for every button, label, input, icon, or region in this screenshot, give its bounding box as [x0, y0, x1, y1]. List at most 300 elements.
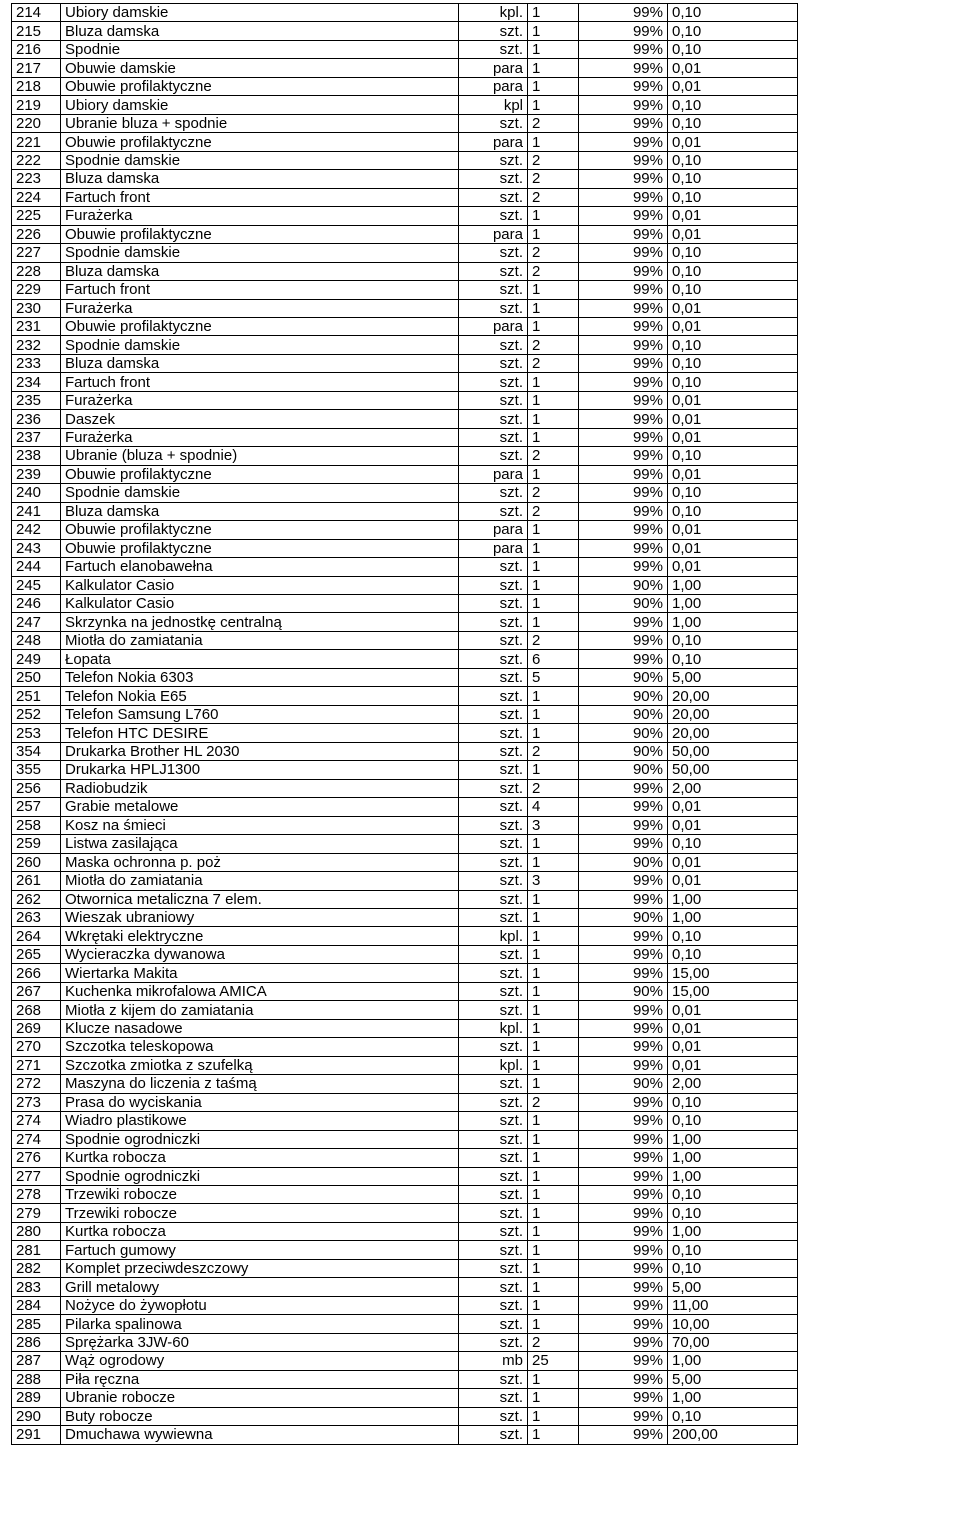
- item-name-cell: Spodnie damskie: [61, 151, 459, 169]
- item-name-cell: Obuwie profilaktyczne: [61, 133, 459, 151]
- table-row: [12, 908, 798, 926]
- value-cell: 0,10: [668, 336, 798, 354]
- item-name-cell: Spodnie ogrodniczki: [61, 1167, 459, 1185]
- quantity-cell: 2: [528, 779, 579, 797]
- table-row: [12, 705, 798, 723]
- quantity-cell: 1: [528, 687, 579, 705]
- unit-cell: kpl.: [459, 1019, 528, 1037]
- percent-cell: 99%: [579, 1186, 668, 1204]
- unit-cell: szt.: [459, 1407, 528, 1425]
- percent-cell: 99%: [579, 1278, 668, 1296]
- item-number-cell: 263: [12, 908, 61, 926]
- table-row: [12, 687, 798, 705]
- item-number-cell: 224: [12, 188, 61, 206]
- quantity-cell: 1: [528, 1112, 579, 1130]
- table-row: [12, 1075, 798, 1093]
- item-name-cell: Radiobudzik: [61, 779, 459, 797]
- item-number-cell: 274: [12, 1130, 61, 1148]
- value-cell: 0,10: [668, 151, 798, 169]
- item-name-cell: Furażerka: [61, 428, 459, 446]
- value-cell: 2,00: [668, 779, 798, 797]
- quantity-cell: 2: [528, 244, 579, 262]
- unit-cell: mb: [459, 1352, 528, 1370]
- item-number-cell: 250: [12, 668, 61, 686]
- quantity-cell: 1: [528, 410, 579, 428]
- percent-cell: 99%: [579, 502, 668, 520]
- percent-cell: 99%: [579, 650, 668, 668]
- item-number-cell: 282: [12, 1259, 61, 1277]
- unit-cell: szt.: [459, 1259, 528, 1277]
- quantity-cell: 1: [528, 207, 579, 225]
- item-number-cell: 232: [12, 336, 61, 354]
- quantity-cell: 1: [528, 964, 579, 982]
- unit-cell: szt.: [459, 1426, 528, 1444]
- item-number-cell: 290: [12, 1407, 61, 1425]
- unit-cell: szt.: [459, 964, 528, 982]
- table-row: [12, 1056, 798, 1074]
- unit-cell: para: [459, 521, 528, 539]
- percent-cell: 90%: [579, 705, 668, 723]
- table-row: [12, 1186, 798, 1204]
- item-number-cell: 228: [12, 262, 61, 280]
- value-cell: 0,10: [668, 22, 798, 40]
- table-row: [12, 410, 798, 428]
- item-number-cell: 245: [12, 576, 61, 594]
- value-cell: 0,01: [668, 816, 798, 834]
- unit-cell: para: [459, 465, 528, 483]
- item-name-cell: Ubranie bluza + spodnie: [61, 114, 459, 132]
- percent-cell: 99%: [579, 521, 668, 539]
- quantity-cell: 1: [528, 1186, 579, 1204]
- item-name-cell: Dmuchawa wywiewna: [61, 1426, 459, 1444]
- value-cell: 0,10: [668, 4, 798, 22]
- item-number-cell: 261: [12, 872, 61, 890]
- percent-cell: 99%: [579, 133, 668, 151]
- item-name-cell: Kurtka robocza: [61, 1222, 459, 1240]
- item-name-cell: Grill metalowy: [61, 1278, 459, 1296]
- item-number-cell: 259: [12, 835, 61, 853]
- unit-cell: szt.: [459, 244, 528, 262]
- item-number-cell: 218: [12, 77, 61, 95]
- value-cell: 0,01: [668, 558, 798, 576]
- value-cell: 0,10: [668, 1093, 798, 1111]
- value-cell: 0,01: [668, 853, 798, 871]
- value-cell: 2,00: [668, 1075, 798, 1093]
- unit-cell: szt.: [459, 890, 528, 908]
- percent-cell: 99%: [579, 558, 668, 576]
- table-row: [12, 595, 798, 613]
- unit-cell: para: [459, 59, 528, 77]
- percent-cell: 99%: [579, 1001, 668, 1019]
- value-cell: 70,00: [668, 1333, 798, 1351]
- value-cell: 0,01: [668, 1038, 798, 1056]
- value-cell: 0,10: [668, 96, 798, 114]
- unit-cell: szt.: [459, 742, 528, 760]
- unit-cell: szt.: [459, 151, 528, 169]
- item-name-cell: Wkrętaki elektryczne: [61, 927, 459, 945]
- unit-cell: para: [459, 133, 528, 151]
- value-cell: 0,01: [668, 1056, 798, 1074]
- item-name-cell: Drukarka Brother HL 2030: [61, 742, 459, 760]
- unit-cell: szt.: [459, 1075, 528, 1093]
- value-cell: 0,10: [668, 484, 798, 502]
- table-row: [12, 1093, 798, 1111]
- percent-cell: 99%: [579, 354, 668, 372]
- item-name-cell: Klucze nasadowe: [61, 1019, 459, 1037]
- table-row: [12, 281, 798, 299]
- item-number-cell: 234: [12, 373, 61, 391]
- item-name-cell: Miotła do zamiatania: [61, 631, 459, 649]
- quantity-cell: 1: [528, 22, 579, 40]
- quantity-cell: 1: [528, 225, 579, 243]
- table-row: [12, 1167, 798, 1185]
- unit-cell: szt.: [459, 576, 528, 594]
- unit-cell: szt.: [459, 705, 528, 723]
- item-number-cell: 276: [12, 1149, 61, 1167]
- item-name-cell: Kosz na śmieci: [61, 816, 459, 834]
- quantity-cell: 2: [528, 170, 579, 188]
- unit-cell: szt.: [459, 114, 528, 132]
- unit-cell: szt.: [459, 391, 528, 409]
- percent-cell: 99%: [579, 317, 668, 335]
- unit-cell: szt.: [459, 779, 528, 797]
- item-number-cell: 273: [12, 1093, 61, 1111]
- value-cell: 1,00: [668, 1167, 798, 1185]
- quantity-cell: 1: [528, 1259, 579, 1277]
- item-name-cell: Wiertarka Makita: [61, 964, 459, 982]
- table-row: [12, 96, 798, 114]
- item-name-cell: Listwa zasilająca: [61, 835, 459, 853]
- value-cell: 1,00: [668, 908, 798, 926]
- percent-cell: 99%: [579, 1038, 668, 1056]
- item-number-cell: 287: [12, 1352, 61, 1370]
- unit-cell: szt.: [459, 945, 528, 963]
- value-cell: 0,10: [668, 1241, 798, 1259]
- value-cell: 0,01: [668, 225, 798, 243]
- item-name-cell: Furażerka: [61, 207, 459, 225]
- quantity-cell: 1: [528, 299, 579, 317]
- quantity-cell: 1: [528, 1149, 579, 1167]
- percent-cell: 99%: [579, 1333, 668, 1351]
- percent-cell: 99%: [579, 114, 668, 132]
- quantity-cell: 1: [528, 1315, 579, 1333]
- item-number-cell: 249: [12, 650, 61, 668]
- percent-cell: 99%: [579, 428, 668, 446]
- table-row: [12, 244, 798, 262]
- value-cell: 10,00: [668, 1315, 798, 1333]
- unit-cell: szt.: [459, 410, 528, 428]
- item-number-cell: 253: [12, 724, 61, 742]
- table-row: [12, 1038, 798, 1056]
- table-row: [12, 1278, 798, 1296]
- table-row: [12, 1241, 798, 1259]
- item-number-cell: 248: [12, 631, 61, 649]
- quantity-cell: 1: [528, 1167, 579, 1185]
- item-number-cell: 215: [12, 22, 61, 40]
- unit-cell: para: [459, 317, 528, 335]
- table-row: [12, 77, 798, 95]
- item-name-cell: Ubiory damskie: [61, 96, 459, 114]
- item-number-cell: 221: [12, 133, 61, 151]
- value-cell: 0,10: [668, 40, 798, 58]
- quantity-cell: 3: [528, 872, 579, 890]
- quantity-cell: 2: [528, 1093, 579, 1111]
- item-name-cell: Wąż ogrodowy: [61, 1352, 459, 1370]
- item-name-cell: Nożyce do żywopłotu: [61, 1296, 459, 1314]
- table-row: [12, 1315, 798, 1333]
- unit-cell: szt.: [459, 816, 528, 834]
- percent-cell: 99%: [579, 465, 668, 483]
- item-number-cell: 223: [12, 170, 61, 188]
- quantity-cell: 1: [528, 705, 579, 723]
- unit-cell: szt.: [459, 336, 528, 354]
- item-name-cell: Fartuch gumowy: [61, 1241, 459, 1259]
- table-row: [12, 1019, 798, 1037]
- item-number-cell: 233: [12, 354, 61, 372]
- item-name-cell: Kurtka robocza: [61, 1149, 459, 1167]
- value-cell: 0,10: [668, 502, 798, 520]
- table-row: [12, 576, 798, 594]
- percent-cell: 99%: [579, 872, 668, 890]
- value-cell: 5,00: [668, 1370, 798, 1388]
- percent-cell: 99%: [579, 207, 668, 225]
- item-number-cell: 286: [12, 1333, 61, 1351]
- item-name-cell: Wieszak ubraniowy: [61, 908, 459, 926]
- value-cell: 0,10: [668, 927, 798, 945]
- table-row: [12, 668, 798, 686]
- quantity-cell: 6: [528, 650, 579, 668]
- percent-cell: 90%: [579, 982, 668, 1000]
- percent-cell: 99%: [579, 927, 668, 945]
- quantity-cell: 1: [528, 77, 579, 95]
- table-row: [12, 170, 798, 188]
- value-cell: 11,00: [668, 1296, 798, 1314]
- unit-cell: szt.: [459, 668, 528, 686]
- item-name-cell: Telefon Samsung L760: [61, 705, 459, 723]
- percent-cell: 90%: [579, 687, 668, 705]
- table-row: [12, 373, 798, 391]
- percent-cell: 99%: [579, 225, 668, 243]
- item-number-cell: 281: [12, 1241, 61, 1259]
- value-cell: 1,00: [668, 1352, 798, 1370]
- item-name-cell: Fartuch elanobawełna: [61, 558, 459, 576]
- quantity-cell: 1: [528, 1296, 579, 1314]
- quantity-cell: 2: [528, 151, 579, 169]
- quantity-cell: 2: [528, 742, 579, 760]
- percent-cell: 99%: [579, 1149, 668, 1167]
- percent-cell: 99%: [579, 835, 668, 853]
- item-name-cell: Otwornica metaliczna 7 elem.: [61, 890, 459, 908]
- unit-cell: szt.: [459, 853, 528, 871]
- value-cell: 0,01: [668, 207, 798, 225]
- table-row: [12, 1149, 798, 1167]
- value-cell: 0,01: [668, 798, 798, 816]
- item-number-cell: 252: [12, 705, 61, 723]
- value-cell: 0,10: [668, 1204, 798, 1222]
- quantity-cell: 1: [528, 761, 579, 779]
- item-number-cell: 219: [12, 96, 61, 114]
- value-cell: 0,10: [668, 945, 798, 963]
- percent-cell: 99%: [579, 299, 668, 317]
- item-name-cell: Furażerka: [61, 299, 459, 317]
- unit-cell: szt.: [459, 1001, 528, 1019]
- item-name-cell: Kuchenka mikrofalowa AMICA: [61, 982, 459, 1000]
- quantity-cell: 1: [528, 465, 579, 483]
- item-name-cell: Bluza damska: [61, 502, 459, 520]
- item-number-cell: 289: [12, 1389, 61, 1407]
- value-cell: 15,00: [668, 964, 798, 982]
- table-row: [12, 447, 798, 465]
- item-name-cell: Szczotka teleskopowa: [61, 1038, 459, 1056]
- unit-cell: para: [459, 77, 528, 95]
- quantity-cell: 1: [528, 428, 579, 446]
- percent-cell: 99%: [579, 391, 668, 409]
- value-cell: 0,01: [668, 77, 798, 95]
- item-number-cell: 241: [12, 502, 61, 520]
- value-cell: 15,00: [668, 982, 798, 1000]
- item-number-cell: 272: [12, 1075, 61, 1093]
- table-row: [12, 484, 798, 502]
- value-cell: 0,10: [668, 373, 798, 391]
- quantity-cell: 2: [528, 1333, 579, 1351]
- unit-cell: szt.: [459, 207, 528, 225]
- table-row: [12, 1130, 798, 1148]
- quantity-cell: 1: [528, 1019, 579, 1037]
- table-row: [12, 853, 798, 871]
- item-number-cell: 267: [12, 982, 61, 1000]
- percent-cell: 90%: [579, 853, 668, 871]
- quantity-cell: 1: [528, 595, 579, 613]
- unit-cell: szt.: [459, 835, 528, 853]
- quantity-cell: 1: [528, 890, 579, 908]
- item-number-cell: 262: [12, 890, 61, 908]
- table-row: [12, 1112, 798, 1130]
- item-number-cell: 237: [12, 428, 61, 446]
- value-cell: 0,10: [668, 281, 798, 299]
- item-name-cell: Bluza damska: [61, 262, 459, 280]
- item-number-cell: 258: [12, 816, 61, 834]
- item-number-cell: 225: [12, 207, 61, 225]
- unit-cell: para: [459, 539, 528, 557]
- table-row: [12, 317, 798, 335]
- percent-cell: 99%: [579, 798, 668, 816]
- item-name-cell: Miotła z kijem do zamiatania: [61, 1001, 459, 1019]
- unit-cell: szt.: [459, 724, 528, 742]
- item-number-cell: 220: [12, 114, 61, 132]
- table-row: [12, 59, 798, 77]
- unit-cell: szt.: [459, 650, 528, 668]
- value-cell: 0,10: [668, 1186, 798, 1204]
- table-row: [12, 1389, 798, 1407]
- percent-cell: 99%: [579, 1389, 668, 1407]
- value-cell: 0,10: [668, 244, 798, 262]
- table-row: [12, 982, 798, 1000]
- unit-cell: szt.: [459, 188, 528, 206]
- quantity-cell: 1: [528, 1389, 579, 1407]
- unit-cell: szt.: [459, 299, 528, 317]
- quantity-cell: 1: [528, 576, 579, 594]
- percent-cell: 99%: [579, 4, 668, 22]
- item-number-cell: 280: [12, 1222, 61, 1240]
- table-row: [12, 521, 798, 539]
- item-name-cell: Prasa do wyciskania: [61, 1093, 459, 1111]
- item-name-cell: Maszyna do liczenia z taśmą: [61, 1075, 459, 1093]
- table-row: [12, 1352, 798, 1370]
- quantity-cell: 1: [528, 1278, 579, 1296]
- value-cell: 0,10: [668, 650, 798, 668]
- item-number-cell: 268: [12, 1001, 61, 1019]
- value-cell: 5,00: [668, 668, 798, 686]
- item-number-cell: 244: [12, 558, 61, 576]
- quantity-cell: 1: [528, 521, 579, 539]
- percent-cell: 99%: [579, 447, 668, 465]
- item-number-cell: 235: [12, 391, 61, 409]
- unit-cell: szt.: [459, 1241, 528, 1259]
- unit-cell: szt.: [459, 798, 528, 816]
- item-number-cell: 222: [12, 151, 61, 169]
- item-number-cell: 242: [12, 521, 61, 539]
- percent-cell: 99%: [579, 170, 668, 188]
- percent-cell: 99%: [579, 22, 668, 40]
- value-cell: 1,00: [668, 1389, 798, 1407]
- item-name-cell: Spodnie damskie: [61, 336, 459, 354]
- unit-cell: szt.: [459, 1389, 528, 1407]
- item-number-cell: 226: [12, 225, 61, 243]
- item-name-cell: Maska ochronna p. poż: [61, 853, 459, 871]
- value-cell: 0,01: [668, 428, 798, 446]
- item-name-cell: Fartuch front: [61, 373, 459, 391]
- unit-cell: szt.: [459, 872, 528, 890]
- unit-cell: szt.: [459, 1130, 528, 1148]
- percent-cell: 90%: [579, 742, 668, 760]
- quantity-cell: 2: [528, 631, 579, 649]
- inventory-table: [11, 3, 798, 1445]
- quantity-cell: 2: [528, 502, 579, 520]
- percent-cell: 90%: [579, 595, 668, 613]
- inventory-table-body: [12, 4, 798, 1445]
- value-cell: 200,00: [668, 1426, 798, 1444]
- table-row: [12, 391, 798, 409]
- quantity-cell: 2: [528, 114, 579, 132]
- item-number-cell: 231: [12, 317, 61, 335]
- percent-cell: 99%: [579, 816, 668, 834]
- percent-cell: 99%: [579, 890, 668, 908]
- item-number-cell: 239: [12, 465, 61, 483]
- unit-cell: szt.: [459, 262, 528, 280]
- item-name-cell: Miotła do zamiatania: [61, 872, 459, 890]
- table-row: [12, 22, 798, 40]
- item-name-cell: Ubranie robocze: [61, 1389, 459, 1407]
- percent-cell: 99%: [579, 59, 668, 77]
- item-number-cell: 355: [12, 761, 61, 779]
- item-number-cell: 284: [12, 1296, 61, 1314]
- percent-cell: 99%: [579, 40, 668, 58]
- quantity-cell: 1: [528, 317, 579, 335]
- quantity-cell: 1: [528, 1222, 579, 1240]
- item-name-cell: Furażerka: [61, 391, 459, 409]
- item-number-cell: 266: [12, 964, 61, 982]
- item-number-cell: 283: [12, 1278, 61, 1296]
- percent-cell: 99%: [579, 1352, 668, 1370]
- value-cell: 0,10: [668, 1407, 798, 1425]
- item-name-cell: Obuwie profilaktyczne: [61, 521, 459, 539]
- table-row: [12, 354, 798, 372]
- unit-cell: szt.: [459, 170, 528, 188]
- quantity-cell: 1: [528, 1370, 579, 1388]
- percent-cell: 99%: [579, 188, 668, 206]
- unit-cell: szt.: [459, 761, 528, 779]
- quantity-cell: 3: [528, 816, 579, 834]
